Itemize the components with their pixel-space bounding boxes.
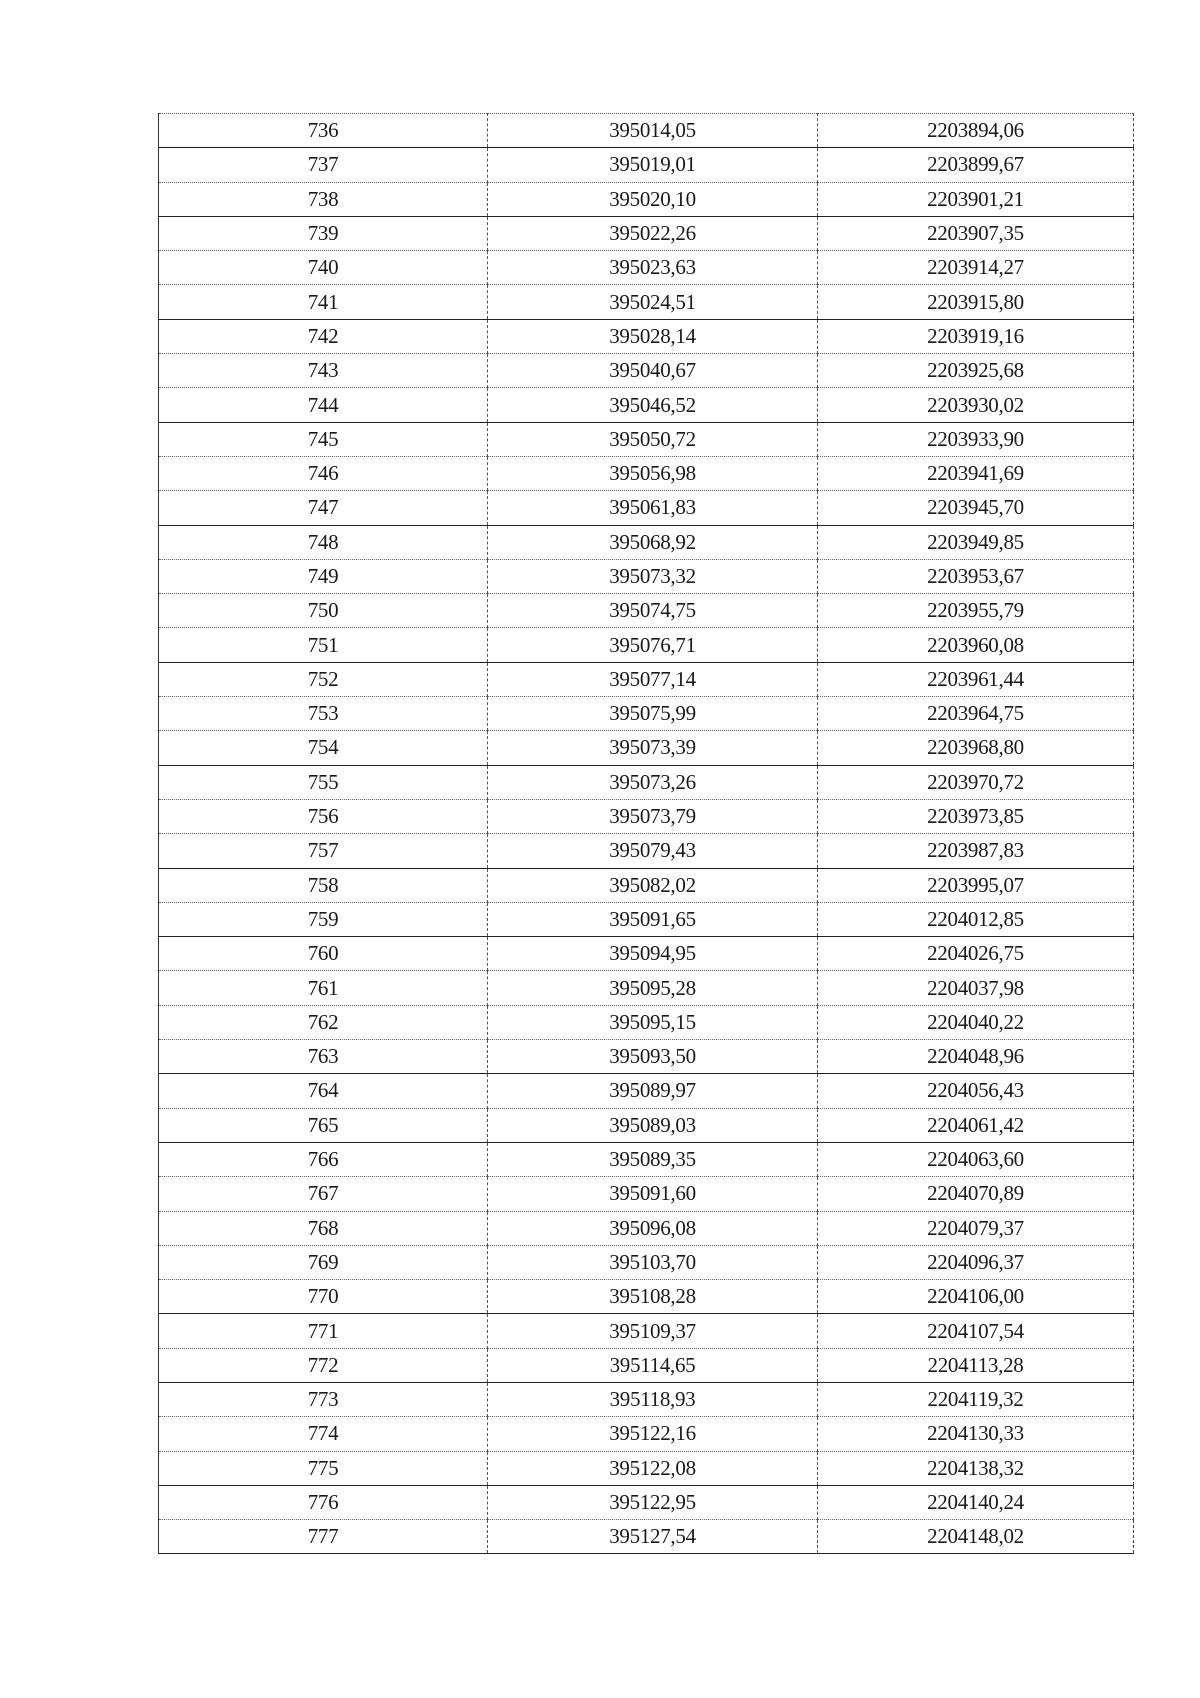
point-number-cell: 761 — [159, 971, 488, 1005]
x-coordinate-cell: 395114,65 — [488, 1348, 818, 1382]
y-coordinate-cell: 2203899,67 — [818, 148, 1134, 182]
point-number-cell: 762 — [159, 1005, 488, 1039]
point-number-cell: 759 — [159, 902, 488, 936]
x-coordinate-cell: 395122,08 — [488, 1451, 818, 1485]
point-number-cell: 760 — [159, 937, 488, 971]
y-coordinate-cell: 2203960,08 — [818, 628, 1134, 662]
x-coordinate-cell: 395089,97 — [488, 1074, 818, 1108]
x-coordinate-cell: 395073,79 — [488, 799, 818, 833]
table-row — [159, 422, 1134, 456]
point-number-cell: 755 — [159, 765, 488, 799]
x-coordinate-cell: 395095,15 — [488, 1005, 818, 1039]
y-coordinate-cell: 2204138,32 — [818, 1451, 1134, 1485]
x-coordinate-cell: 395024,51 — [488, 285, 818, 319]
x-coordinate-cell: 395073,39 — [488, 731, 818, 765]
point-number-cell: 749 — [159, 559, 488, 593]
table-row — [159, 1348, 1134, 1382]
table-row — [159, 285, 1134, 319]
point-number-cell: 765 — [159, 1108, 488, 1142]
point-number-cell: 771 — [159, 1314, 488, 1348]
table-row — [159, 594, 1134, 628]
point-number-cell: 751 — [159, 628, 488, 662]
table-row — [159, 1314, 1134, 1348]
x-coordinate-cell: 395095,28 — [488, 971, 818, 1005]
x-coordinate-cell: 395109,37 — [488, 1314, 818, 1348]
table-row — [159, 731, 1134, 765]
x-coordinate-cell: 395076,71 — [488, 628, 818, 662]
x-coordinate-cell: 395019,01 — [488, 148, 818, 182]
point-number-cell: 758 — [159, 868, 488, 902]
coordinates-table-body — [159, 114, 1134, 1554]
x-coordinate-cell: 395096,08 — [488, 1211, 818, 1245]
table-row — [159, 1211, 1134, 1245]
y-coordinate-cell: 2203901,21 — [818, 182, 1134, 216]
table-row — [159, 216, 1134, 250]
point-number-cell: 756 — [159, 799, 488, 833]
point-number-cell: 754 — [159, 731, 488, 765]
x-coordinate-cell: 395023,63 — [488, 251, 818, 285]
table-row — [159, 662, 1134, 696]
point-number-cell: 774 — [159, 1417, 488, 1451]
y-coordinate-cell: 2204012,85 — [818, 902, 1134, 936]
x-coordinate-cell: 395094,95 — [488, 937, 818, 971]
point-number-cell: 746 — [159, 456, 488, 490]
table-row — [159, 388, 1134, 422]
point-number-cell: 753 — [159, 697, 488, 731]
point-number-cell: 775 — [159, 1451, 488, 1485]
table-row — [159, 868, 1134, 902]
table-row — [159, 1485, 1134, 1519]
table-row — [159, 1040, 1134, 1074]
point-number-cell: 767 — [159, 1177, 488, 1211]
y-coordinate-cell: 2203930,02 — [818, 388, 1134, 422]
y-coordinate-cell: 2204056,43 — [818, 1074, 1134, 1108]
table-row — [159, 902, 1134, 936]
point-number-cell: 770 — [159, 1280, 488, 1314]
point-number-cell: 752 — [159, 662, 488, 696]
x-coordinate-cell: 395040,67 — [488, 354, 818, 388]
point-number-cell: 776 — [159, 1485, 488, 1519]
x-coordinate-cell: 395046,52 — [488, 388, 818, 422]
x-coordinate-cell: 395022,26 — [488, 216, 818, 250]
table-row — [159, 1382, 1134, 1416]
table-row — [159, 148, 1134, 182]
y-coordinate-cell: 2203968,80 — [818, 731, 1134, 765]
y-coordinate-cell: 2203955,79 — [818, 594, 1134, 628]
point-number-cell: 750 — [159, 594, 488, 628]
table-row — [159, 1108, 1134, 1142]
y-coordinate-cell: 2203949,85 — [818, 525, 1134, 559]
table-row — [159, 1142, 1134, 1176]
y-coordinate-cell: 2203961,44 — [818, 662, 1134, 696]
y-coordinate-cell: 2203919,16 — [818, 319, 1134, 353]
y-coordinate-cell: 2204063,60 — [818, 1142, 1134, 1176]
table-row — [159, 1451, 1134, 1485]
point-number-cell: 738 — [159, 182, 488, 216]
x-coordinate-cell: 395103,70 — [488, 1245, 818, 1279]
table-row — [159, 1417, 1134, 1451]
y-coordinate-cell: 2203933,90 — [818, 422, 1134, 456]
y-coordinate-cell: 2203894,06 — [818, 114, 1134, 148]
point-number-cell: 773 — [159, 1382, 488, 1416]
table-row — [159, 251, 1134, 285]
x-coordinate-cell: 395089,35 — [488, 1142, 818, 1176]
point-number-cell: 769 — [159, 1245, 488, 1279]
point-number-cell: 763 — [159, 1040, 488, 1074]
x-coordinate-cell: 395056,98 — [488, 456, 818, 490]
x-coordinate-cell: 395020,10 — [488, 182, 818, 216]
x-coordinate-cell: 395093,50 — [488, 1040, 818, 1074]
x-coordinate-cell: 395074,75 — [488, 594, 818, 628]
x-coordinate-cell: 395108,28 — [488, 1280, 818, 1314]
table-row — [159, 834, 1134, 868]
x-coordinate-cell: 395079,43 — [488, 834, 818, 868]
x-coordinate-cell: 395089,03 — [488, 1108, 818, 1142]
y-coordinate-cell: 2204079,37 — [818, 1211, 1134, 1245]
x-coordinate-cell: 395068,92 — [488, 525, 818, 559]
y-coordinate-cell: 2203941,69 — [818, 456, 1134, 490]
x-coordinate-cell: 395077,14 — [488, 662, 818, 696]
y-coordinate-cell: 2203987,83 — [818, 834, 1134, 868]
y-coordinate-cell: 2204037,98 — [818, 971, 1134, 1005]
table-row — [159, 1005, 1134, 1039]
point-number-cell: 772 — [159, 1348, 488, 1382]
table-row — [159, 697, 1134, 731]
y-coordinate-cell: 2203995,07 — [818, 868, 1134, 902]
y-coordinate-cell: 2203970,72 — [818, 765, 1134, 799]
point-number-cell: 747 — [159, 491, 488, 525]
y-coordinate-cell: 2203907,35 — [818, 216, 1134, 250]
table-row — [159, 525, 1134, 559]
point-number-cell: 737 — [159, 148, 488, 182]
x-coordinate-cell: 395014,05 — [488, 114, 818, 148]
coordinates-table — [158, 113, 1134, 1554]
point-number-cell: 764 — [159, 1074, 488, 1108]
y-coordinate-cell: 2203953,67 — [818, 559, 1134, 593]
y-coordinate-cell: 2204061,42 — [818, 1108, 1134, 1142]
y-coordinate-cell: 2204148,02 — [818, 1520, 1134, 1554]
x-coordinate-cell: 395061,83 — [488, 491, 818, 525]
table-row — [159, 628, 1134, 662]
table-row — [159, 354, 1134, 388]
x-coordinate-cell: 395091,65 — [488, 902, 818, 936]
table-row — [159, 182, 1134, 216]
table-row — [159, 1074, 1134, 1108]
x-coordinate-cell: 395118,93 — [488, 1382, 818, 1416]
y-coordinate-cell: 2203945,70 — [818, 491, 1134, 525]
point-number-cell: 740 — [159, 251, 488, 285]
point-number-cell: 744 — [159, 388, 488, 422]
y-coordinate-cell: 2204119,32 — [818, 1382, 1134, 1416]
y-coordinate-cell: 2204026,75 — [818, 937, 1134, 971]
table-row — [159, 765, 1134, 799]
point-number-cell: 766 — [159, 1142, 488, 1176]
y-coordinate-cell: 2204096,37 — [818, 1245, 1134, 1279]
y-coordinate-cell: 2204070,89 — [818, 1177, 1134, 1211]
point-number-cell: 743 — [159, 354, 488, 388]
x-coordinate-cell: 395127,54 — [488, 1520, 818, 1554]
table-row — [159, 1520, 1134, 1554]
table-row — [159, 114, 1134, 148]
point-number-cell: 777 — [159, 1520, 488, 1554]
table-row — [159, 971, 1134, 1005]
point-number-cell: 748 — [159, 525, 488, 559]
y-coordinate-cell: 2203915,80 — [818, 285, 1134, 319]
table-row — [159, 559, 1134, 593]
table-row — [159, 319, 1134, 353]
table-row — [159, 491, 1134, 525]
x-coordinate-cell: 395073,26 — [488, 765, 818, 799]
table-row — [159, 799, 1134, 833]
y-coordinate-cell: 2204113,28 — [818, 1348, 1134, 1382]
point-number-cell: 741 — [159, 285, 488, 319]
point-number-cell: 742 — [159, 319, 488, 353]
y-coordinate-cell: 2204130,33 — [818, 1417, 1134, 1451]
y-coordinate-cell: 2203973,85 — [818, 799, 1134, 833]
point-number-cell: 745 — [159, 422, 488, 456]
y-coordinate-cell: 2204106,00 — [818, 1280, 1134, 1314]
point-number-cell: 757 — [159, 834, 488, 868]
table-row — [159, 1280, 1134, 1314]
x-coordinate-cell: 395050,72 — [488, 422, 818, 456]
point-number-cell: 739 — [159, 216, 488, 250]
point-number-cell: 736 — [159, 114, 488, 148]
y-coordinate-cell: 2204140,24 — [818, 1485, 1134, 1519]
x-coordinate-cell: 395122,95 — [488, 1485, 818, 1519]
x-coordinate-cell: 395082,02 — [488, 868, 818, 902]
y-coordinate-cell: 2203925,68 — [818, 354, 1134, 388]
y-coordinate-cell: 2203914,27 — [818, 251, 1134, 285]
point-number-cell: 768 — [159, 1211, 488, 1245]
y-coordinate-cell: 2204107,54 — [818, 1314, 1134, 1348]
table-row — [159, 1245, 1134, 1279]
y-coordinate-cell: 2204040,22 — [818, 1005, 1134, 1039]
x-coordinate-cell: 395073,32 — [488, 559, 818, 593]
table-row — [159, 1177, 1134, 1211]
y-coordinate-cell: 2204048,96 — [818, 1040, 1134, 1074]
table-row — [159, 937, 1134, 971]
table-row — [159, 456, 1134, 490]
y-coordinate-cell: 2203964,75 — [818, 697, 1134, 731]
x-coordinate-cell: 395122,16 — [488, 1417, 818, 1451]
x-coordinate-cell: 395091,60 — [488, 1177, 818, 1211]
x-coordinate-cell: 395075,99 — [488, 697, 818, 731]
x-coordinate-cell: 395028,14 — [488, 319, 818, 353]
